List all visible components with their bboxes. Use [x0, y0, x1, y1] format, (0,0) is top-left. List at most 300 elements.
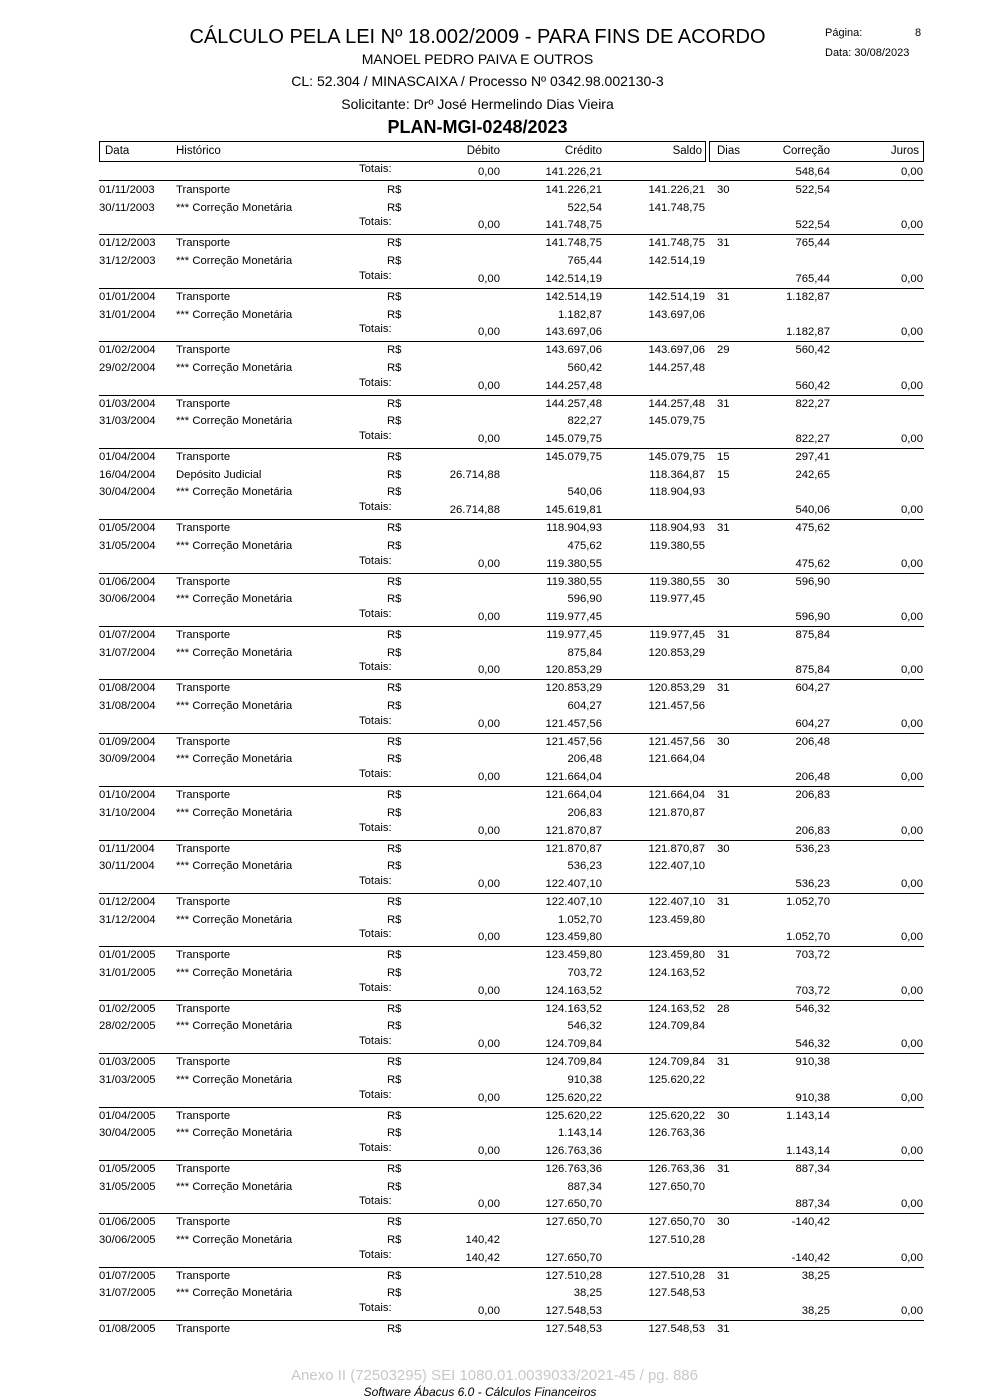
cell-date: 01/01/2005 [99, 949, 156, 962]
totals-interest: 0,00 [901, 610, 923, 623]
cell-corr: -140,42 [791, 1216, 830, 1229]
col-debito: Débito [466, 145, 500, 157]
cell-saldo: 121.664,04 [648, 789, 705, 802]
cell-cred: 119.380,55 [546, 575, 602, 588]
cell-date: 31/03/2005 [99, 1073, 156, 1086]
totals-label: Totais: [359, 430, 392, 442]
totals-debit: 0,00 [478, 1091, 500, 1104]
group-divider [99, 893, 924, 894]
cell-saldo: 121.457,56 [648, 700, 705, 712]
cell-dias: 31 [717, 237, 730, 250]
cell-date: 01/07/2005 [99, 1269, 156, 1282]
totals-credit: 127.650,70 [545, 1251, 602, 1264]
cell-date: 01/06/2004 [99, 575, 156, 588]
totals-credit: 145.619,81 [545, 504, 602, 517]
cell-hist: Transporte [176, 290, 231, 303]
cell-hist: Transporte [176, 1109, 231, 1122]
totals-debit: 0,00 [478, 557, 500, 570]
cell-date: 01/04/2005 [99, 1109, 156, 1122]
totals-label: Totais: [359, 376, 392, 389]
totals-interest: 0,00 [901, 326, 923, 339]
cell-cur: R$ [387, 201, 402, 214]
totals-label: Totais: [359, 1141, 392, 1154]
cell-cur: R$ [387, 1002, 402, 1015]
cell-hist: Transporte [176, 1002, 231, 1015]
cell-dias: 31 [717, 949, 730, 962]
group-divider [99, 573, 924, 574]
cell-cred: 124.163,52 [545, 1002, 602, 1015]
totals-interest: 0,00 [901, 557, 923, 570]
totals-label: Totais: [359, 768, 392, 781]
cell-dias: 31 [717, 290, 730, 303]
cell-date: 01/08/2004 [99, 682, 156, 695]
totals-interest: 0,00 [901, 824, 923, 837]
cell-cred: 596,90 [567, 593, 602, 606]
cell-hist: *** Correção Monetária [176, 1020, 293, 1033]
cell-cred: 123.459,80 [545, 949, 602, 962]
totals-correction: 206,83 [795, 824, 830, 837]
group-divider [99, 234, 924, 235]
cell-corr: 242,65 [795, 468, 830, 481]
cell-cred: 887,34 [567, 1180, 602, 1193]
cell-corr: 536,23 [795, 842, 830, 855]
totals-correction: 38,25 [801, 1305, 830, 1318]
cell-hist: Transporte [176, 1269, 231, 1282]
cell-cur: R$ [387, 735, 402, 748]
totals-debit: 0,00 [478, 610, 500, 623]
totals-interest: 0,00 [901, 1091, 923, 1104]
totals-debit: 0,00 [478, 1038, 500, 1051]
cell-saldo: 121.870,87 [648, 806, 705, 819]
cell-date: 01/05/2004 [99, 522, 156, 535]
cell-cur: R$ [387, 1056, 402, 1069]
cell-corr: 822,27 [795, 397, 830, 410]
totals-interest: 0,00 [901, 877, 923, 890]
cell-saldo: 141.226,21 [648, 184, 705, 196]
group-divider [99, 679, 924, 680]
cell-saldo: 120.853,29 [648, 646, 705, 659]
cell-cur: R$ [387, 415, 402, 428]
cell-date: 31/07/2005 [99, 1287, 156, 1300]
cell-saldo: 143.697,06 [648, 344, 705, 357]
totals-label: Totais: [359, 874, 392, 887]
totals-interest: 0,00 [901, 984, 923, 997]
group-divider [99, 1160, 924, 1161]
cell-hist: *** Correção Monetária [176, 539, 293, 552]
col-credito: Crédito [564, 145, 602, 157]
totals-credit: 121.870,87 [545, 824, 602, 837]
cell-cur: R$ [387, 949, 402, 962]
group-divider [99, 519, 924, 520]
totals-debit: 0,00 [478, 272, 500, 285]
cell-corr: 1.182,87 [786, 290, 830, 303]
cell-saldo: 127.650,70 [648, 1180, 705, 1193]
cell-saldo: 119.380,55 [649, 539, 705, 552]
cell-cred: 145.079,75 [545, 451, 602, 463]
totals-credit: 126.763,36 [545, 1144, 602, 1157]
cell-date: 01/06/2005 [99, 1216, 156, 1229]
cell-date: 31/12/2003 [99, 255, 156, 268]
cell-cur: R$ [387, 806, 402, 819]
cell-hist: Depósito Judicial [176, 468, 262, 481]
cell-corr: 887,34 [795, 1162, 830, 1175]
totals-debit: 0,00 [478, 717, 500, 730]
cell-saldo: 118.364,87 [649, 468, 705, 481]
cell-date: 31/03/2004 [99, 415, 156, 428]
cell-cred: 522,54 [567, 201, 602, 214]
cell-hist: Transporte [176, 682, 231, 695]
totals-credit: 119.380,55 [546, 557, 602, 570]
totals-credit: 121.664,04 [545, 771, 602, 784]
group-divider [99, 1053, 924, 1054]
cell-saldo: 127.548,53 [648, 1323, 705, 1336]
cell-cur: R$ [387, 397, 402, 410]
totals-credit: 145.079,75 [545, 433, 602, 445]
cell-corr: 206,83 [795, 789, 830, 802]
cell-hist: Transporte [176, 522, 231, 535]
cell-dias: 31 [717, 1323, 730, 1336]
cell-saldo: 118.904,93 [649, 522, 705, 535]
cell-saldo: 121.457,56 [648, 735, 705, 748]
cell-hist: Transporte [176, 237, 231, 250]
totals-correction: 560,42 [795, 379, 830, 392]
cell-date: 01/01/2004 [99, 290, 156, 303]
cell-date: 28/02/2005 [99, 1020, 156, 1033]
cell-cred: 540,06 [567, 486, 602, 499]
report-date: Data: 30/08/2023 [825, 47, 910, 59]
cell-cred: 206,48 [567, 753, 602, 766]
group-divider [99, 180, 924, 181]
cell-hist: *** Correção Monetária [176, 913, 293, 926]
cell-dias: 31 [717, 1162, 730, 1175]
cell-dias: 15 [717, 468, 730, 481]
cell-hist: *** Correção Monetária [176, 1180, 293, 1193]
totals-credit: 142.514,19 [545, 272, 602, 285]
cell-dias: 31 [717, 397, 730, 410]
cell-cred: 1.143,14 [558, 1127, 602, 1140]
totals-label: Totais: [359, 661, 392, 674]
cell-dias: 30 [717, 184, 730, 196]
cell-saldo: 141.748,75 [648, 201, 705, 214]
cell-corr: 910,38 [795, 1056, 830, 1069]
totals-interest: 0,00 [901, 433, 923, 445]
cell-saldo: 127.548,53 [648, 1287, 705, 1300]
totals-label: Totais: [359, 1302, 392, 1315]
cell-cred: 121.664,04 [545, 789, 602, 802]
totals-debit: 0,00 [478, 771, 500, 784]
cell-hist: *** Correção Monetária [176, 1073, 293, 1086]
cell-cur: R$ [387, 468, 402, 481]
cell-cur: R$ [387, 628, 402, 641]
cell-cur: R$ [387, 1109, 402, 1122]
totals-credit: 141.226,21 [545, 166, 602, 178]
cell-date: 01/02/2004 [99, 344, 156, 357]
totals-correction: 546,32 [795, 1038, 830, 1051]
cell-saldo: 144.257,48 [648, 361, 705, 374]
cell-cred: 126.763,36 [545, 1162, 602, 1175]
cell-cred: 560,42 [567, 361, 602, 374]
cell-hist: *** Correção Monetária [176, 255, 293, 268]
totals-interest: 0,00 [901, 1305, 923, 1318]
cell-hist: Transporte [176, 575, 231, 588]
cell-cur: R$ [387, 1020, 402, 1033]
cell-hist: Transporte [176, 735, 231, 748]
totals-credit: 124.709,84 [545, 1038, 602, 1051]
cell-saldo: 126.763,36 [648, 1127, 705, 1140]
cell-saldo: 123.459,80 [648, 913, 705, 926]
cell-cred: 121.870,87 [545, 842, 602, 855]
totals-correction: 1.052,70 [786, 931, 830, 944]
cell-saldo: 124.709,84 [648, 1056, 705, 1069]
cell-saldo: 119.977,45 [649, 628, 705, 641]
cell-cred: 122.407,10 [545, 895, 602, 908]
cell-corr: 596,90 [795, 575, 830, 588]
totals-correction: 206,48 [795, 771, 830, 784]
cell-hist: *** Correção Monetária [176, 753, 293, 766]
cell-saldo: 127.650,70 [648, 1216, 705, 1229]
cell-cred: 38,25 [573, 1287, 602, 1300]
cell-dias: 30 [717, 735, 730, 748]
totals-label: Totais: [359, 1088, 392, 1101]
cell-date: 31/01/2005 [99, 967, 156, 979]
cell-cred: 127.510,28 [545, 1269, 602, 1282]
group-divider [99, 626, 924, 627]
totals-label: Totais: [359, 1035, 392, 1048]
cell-hist: *** Correção Monetária [176, 1127, 293, 1140]
cell-hist: *** Correção Monetária [176, 201, 293, 214]
totals-credit: 127.548,53 [545, 1305, 602, 1318]
cell-date: 01/05/2005 [99, 1162, 156, 1175]
totals-label: Totais: [359, 216, 392, 229]
requester-line: Solicitante: Drº José Hermelindo Dias Vieira [341, 96, 614, 112]
cell-saldo: 127.510,28 [648, 1269, 705, 1282]
cell-dias: 30 [717, 575, 730, 588]
cell-cred: 124.709,84 [545, 1056, 602, 1069]
cell-date: 01/03/2005 [99, 1056, 156, 1069]
totals-correction: 910,38 [795, 1091, 830, 1104]
cell-cur: R$ [387, 539, 402, 552]
group-divider [99, 288, 924, 289]
page-label: Página: [825, 27, 863, 39]
cell-date: 01/10/2004 [99, 789, 156, 802]
cell-dias: 28 [717, 1002, 730, 1015]
cell-hist: Transporte [176, 628, 231, 641]
group-divider [99, 946, 924, 947]
cell-cred: 875,84 [567, 646, 602, 659]
cell-corr: 560,42 [795, 344, 830, 357]
cell-hist: *** Correção Monetária [176, 1234, 293, 1246]
totals-debit: 0,00 [478, 166, 500, 178]
col-dias: Dias [717, 145, 741, 157]
totals-label: Totais: [359, 501, 392, 514]
cell-date: 30/11/2004 [99, 860, 155, 873]
cell-hist: Transporte [176, 1056, 231, 1069]
totals-debit: 0,00 [478, 984, 500, 997]
group-divider [99, 1107, 924, 1108]
cell-cur: R$ [387, 1269, 402, 1282]
cell-hist: Transporte [176, 1162, 231, 1175]
col-saldo: Saldo [672, 145, 702, 157]
cell-saldo: 118.904,93 [649, 486, 705, 499]
cell-saldo: 142.514,19 [648, 255, 705, 268]
totals-interest: 0,00 [901, 166, 923, 178]
totals-correction: 1.143,14 [786, 1144, 830, 1157]
cell-cred: 475,62 [567, 539, 602, 552]
cell-saldo: 125.620,22 [648, 1109, 705, 1122]
cell-hist: *** Correção Monetária [176, 486, 293, 499]
totals-interest: 0,00 [901, 379, 923, 392]
cell-saldo: 124.163,52 [648, 967, 705, 979]
totals-credit: 127.650,70 [545, 1198, 602, 1211]
cell-cur: R$ [387, 842, 402, 855]
totals-label: Totais: [359, 607, 392, 620]
cell-dias: 31 [717, 522, 730, 535]
cell-cur: R$ [387, 1162, 402, 1175]
totals-label: Totais: [359, 1248, 392, 1261]
cell-cur: R$ [387, 255, 402, 268]
cell-corr: 522,54 [795, 184, 830, 196]
cell-cred: 121.457,56 [545, 735, 602, 748]
cell-cred: 604,27 [567, 700, 602, 712]
cell-cur: R$ [387, 1216, 402, 1229]
cell-saldo: 119.977,45 [649, 593, 705, 606]
totals-interest: 0,00 [901, 717, 923, 730]
cell-cur: R$ [387, 1073, 402, 1086]
cell-hist: *** Correção Monetária [176, 415, 293, 428]
cell-hist: Transporte [176, 789, 231, 802]
cell-hist: Transporte [176, 949, 231, 962]
totals-credit: 123.459,80 [545, 931, 602, 944]
totals-correction: 887,34 [795, 1198, 830, 1211]
cell-cred: 125.620,22 [545, 1109, 602, 1122]
cell-saldo: 141.748,75 [648, 237, 705, 250]
cell-cred: 119.977,45 [546, 628, 602, 641]
cell-corr: 703,72 [795, 949, 830, 962]
page-number: 8 [915, 27, 922, 39]
cell-cur: R$ [387, 344, 402, 357]
col-historico: Histórico [176, 145, 221, 157]
cell-hist: *** Correção Monetária [176, 967, 293, 979]
cell-date: 30/09/2004 [99, 753, 156, 766]
col-data: Data [105, 145, 130, 157]
totals-interest: 0,00 [901, 1198, 923, 1211]
cell-cred: 143.697,06 [545, 344, 602, 357]
cell-date: 01/08/2005 [99, 1323, 156, 1336]
cell-hist: Transporte [176, 1216, 231, 1229]
totals-debit: 0,00 [478, 219, 500, 232]
cell-corr: 875,84 [795, 628, 830, 641]
cell-hist: *** Correção Monetária [176, 361, 293, 374]
cell-cur: R$ [387, 895, 402, 908]
group-divider [99, 341, 924, 342]
cell-cur: R$ [387, 361, 402, 374]
cell-dias: 31 [717, 628, 730, 641]
totals-correction: 548,64 [795, 166, 830, 178]
totals-correction: 604,27 [795, 717, 830, 730]
cell-cred: 1.052,70 [558, 913, 602, 926]
cell-dias: 31 [717, 895, 730, 908]
cell-date: 01/12/2004 [99, 895, 156, 908]
cell-hist: Transporte [176, 1323, 231, 1336]
cell-cur: R$ [387, 1234, 402, 1246]
totals-label: Totais: [359, 1195, 392, 1208]
cell-hist: Transporte [176, 451, 231, 463]
cell-saldo: 122.407,10 [648, 895, 705, 908]
column-header-left [99, 141, 706, 162]
totals-interest: 0,00 [901, 219, 923, 232]
cell-cred: 910,38 [567, 1073, 602, 1086]
cell-cred: 141.748,75 [545, 237, 602, 250]
cell-cur: R$ [387, 753, 402, 766]
cell-cur: R$ [387, 789, 402, 802]
totals-interest: 0,00 [901, 1251, 923, 1264]
cell-corr: 206,48 [795, 735, 830, 748]
totals-correction: 703,72 [795, 984, 830, 997]
cell-hist: Transporte [176, 344, 231, 357]
cell-date: 30/04/2005 [99, 1127, 156, 1140]
cell-saldo: 126.763,36 [648, 1162, 705, 1175]
cell-hist: *** Correção Monetária [176, 700, 293, 712]
totals-debit: 140,42 [465, 1251, 500, 1264]
cell-corr: 297,41 [795, 451, 830, 463]
totals-interest: 0,00 [901, 1144, 923, 1157]
cell-hist: *** Correção Monetária [176, 860, 293, 873]
cell-cred: 703,72 [567, 967, 602, 979]
cell-corr: 604,27 [795, 682, 830, 695]
totals-correction: -140,42 [791, 1251, 830, 1264]
totals-label: Totais: [359, 981, 392, 994]
totals-interest: 0,00 [901, 1038, 923, 1051]
cell-cur: R$ [387, 1287, 402, 1300]
cell-saldo: 125.620,22 [648, 1073, 705, 1086]
cell-date: 31/12/2004 [99, 913, 156, 926]
cell-date: 01/03/2004 [99, 397, 156, 410]
cell-cur: R$ [387, 593, 402, 606]
totals-debit: 0,00 [478, 877, 500, 890]
totals-interest: 0,00 [901, 931, 923, 944]
cell-cur: R$ [387, 967, 402, 979]
cell-saldo: 121.870,87 [648, 842, 705, 855]
cell-dias: 31 [717, 789, 730, 802]
cell-saldo: 124.709,84 [648, 1020, 705, 1033]
totals-debit: 26.714,88 [449, 504, 500, 517]
cell-date: 01/07/2004 [99, 628, 156, 641]
totals-label: Totais: [359, 163, 392, 175]
cell-dias: 30 [717, 1216, 730, 1229]
group-divider [99, 395, 924, 396]
cell-cur: R$ [387, 486, 402, 499]
cell-cur: R$ [387, 575, 402, 588]
cell-hist: *** Correção Monetária [176, 308, 293, 321]
totals-debit: 0,00 [478, 1198, 500, 1211]
totals-correction: 536,23 [795, 877, 830, 890]
cell-saldo: 143.697,06 [648, 308, 705, 321]
cell-hist: Transporte [176, 842, 231, 855]
cell-date: 30/04/2004 [99, 486, 156, 499]
totals-debit: 0,00 [478, 1144, 500, 1157]
cell-dias: 30 [717, 1109, 730, 1122]
cell-date: 01/11/2003 [99, 184, 155, 196]
totals-debit: 0,00 [478, 379, 500, 392]
cell-saldo: 145.079,75 [648, 415, 705, 428]
report-subtitle: MANOEL PEDRO PAIVA E OUTROS [361, 51, 594, 67]
plan-code: PLAN-MGI-0248/2023 [387, 117, 568, 137]
cell-saldo: 121.664,04 [648, 753, 705, 766]
totals-credit: 141.748,75 [545, 219, 602, 232]
cell-date: 29/02/2004 [99, 361, 156, 374]
totals-debit: 0,00 [478, 433, 500, 445]
cell-cur: R$ [387, 1323, 402, 1336]
